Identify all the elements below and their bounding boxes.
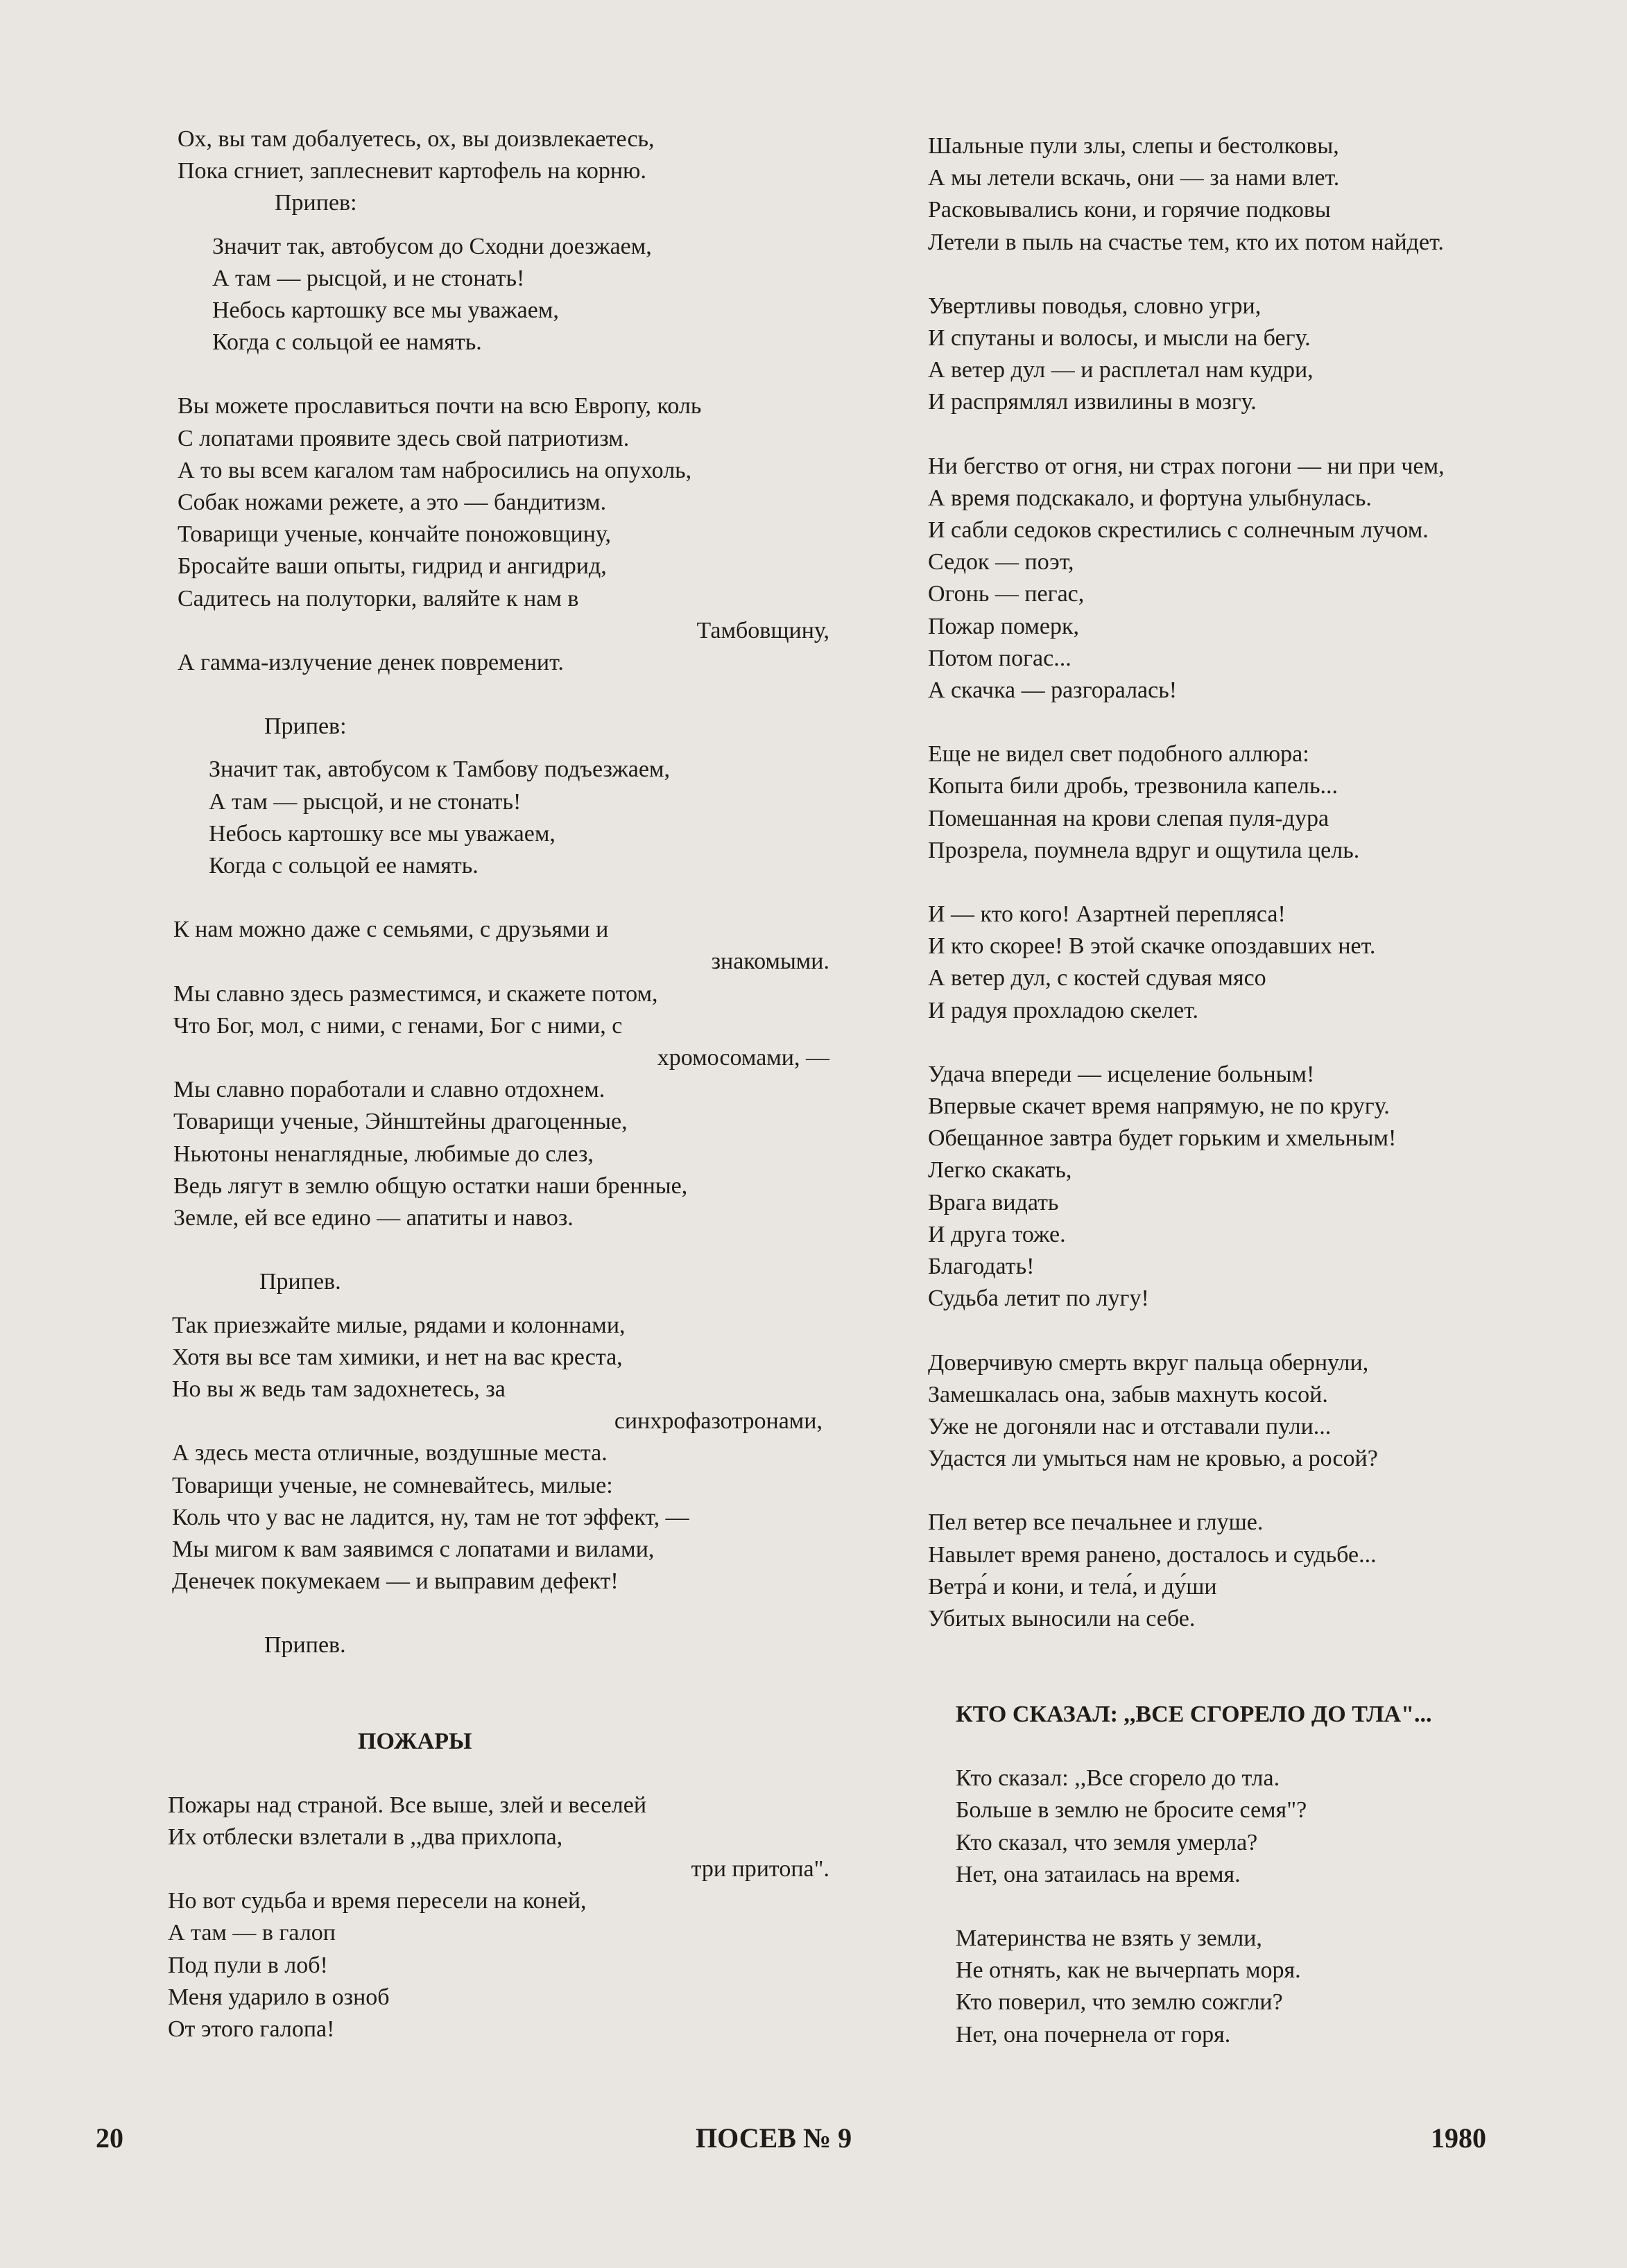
poem-line: И кто скорее! В этой скачке опоздавших нет. [928, 933, 1376, 960]
poem-line-wrap: хромосомами, — [657, 1045, 829, 1071]
stanza [928, 1507, 1587, 1635]
poem-line: Земле, ей все едино — апатиты и навоз. [173, 1205, 574, 1231]
poem-line: Ньютоны ненаглядные, любимые до слез, [173, 1141, 594, 1167]
stanza [928, 130, 1587, 259]
chorus-label: Припев. [259, 1269, 341, 1295]
poem-line: Благодать! [928, 1254, 1035, 1280]
poem-line: Мы мигом к вам заявимся с лопатами и вилами, [172, 1536, 655, 1562]
stanza [928, 1347, 1587, 1475]
poem-line: И спутаны и волосы, и мысли на бегу. [928, 325, 1311, 352]
poem-line: Прозрела, поумнела вдруг и ощутила цель. [928, 837, 1360, 863]
poem-line: А то вы всем кагалом там набросились на опухоль, [178, 457, 692, 483]
poem-line: А гамма-излучение денек повременит. [178, 650, 564, 676]
poem-line: С лопатами проявите здесь свой патриотизм. [178, 425, 630, 451]
poem-line: Товарищи ученые, Эйнштейны драгоценные, [173, 1109, 628, 1135]
poem-line: Ведь лягут в землю общую остатки наши бренные, [173, 1172, 688, 1199]
poem-line: К нам можно даже с семьями, с друзьями и [173, 917, 609, 943]
poem-line: Но вы ж ведь там задохнетесь, за [172, 1376, 506, 1402]
stanza [928, 1923, 1587, 2051]
poem-line: Товарищи ученые, не сомневайтесь, милые: [172, 1472, 613, 1498]
poem-line: А там — в галоп [168, 1920, 336, 1946]
publication-year: 1980 [1431, 2122, 1486, 2154]
poem-line: Материнства не взять у земли, [956, 1925, 1262, 1951]
page-number: 20 [96, 2122, 123, 2154]
poem-line: Значит так, автобусом к Тамбову подъезжаем, [209, 756, 671, 783]
poem-line: Денечек покумекаем — и выправим дефект! [172, 1568, 619, 1595]
stanza [172, 1310, 871, 1598]
poem-line: Потом погас... [928, 645, 1071, 671]
poem-line: Вы можете прославиться почти на всю Европу, коль [178, 393, 702, 419]
poem-line: А мы летели вскачь, они — за нами влет. [928, 165, 1340, 191]
poem-line: Не отнять, как не вычерпать моря. [956, 1957, 1301, 1984]
poem-line: Шальные пули злы, слепы и бестолковы, [928, 133, 1339, 159]
poem-line: Уже не догоняли нас и отставали пули... [928, 1413, 1332, 1439]
poem-line: Меня ударило в озноб [168, 1984, 390, 2010]
poem-line: И — кто кого! Азартней перепляса! [928, 901, 1286, 928]
poem-line: Значит так, автобусом до Сходни доезжаем, [212, 233, 652, 259]
poem-line: А там — рысцой, и не стонать! [209, 788, 522, 815]
poem-line: Собак ножами режете, а это — бандитизм. [178, 490, 607, 516]
stanza [168, 1790, 871, 2046]
poem-line: Удастся ли умыться нам не кровью, а росой? [928, 1446, 1378, 1472]
poem-line: Помешанная на крови слепая пуля-дура [928, 805, 1329, 831]
poem-line: Кто сказал, что земля умерла? [956, 1829, 1258, 1855]
poem-line: И сабли седоков скрестились с солнечным лучом. [928, 517, 1429, 544]
poem-line: Навылет время ранено, досталось и судьбе... [928, 1541, 1377, 1568]
poem-line: Пожары над страной. Все выше, злей и веселей [168, 1792, 647, 1818]
poem-line-wrap: знакомыми. [711, 949, 829, 975]
poem-line: Небось картошку все мы уважаем, [209, 820, 556, 847]
stanza [173, 914, 871, 1234]
poem-line: Когда с сольцой ее намять. [212, 329, 482, 356]
poem-line: И радуя прохладою скелет. [928, 997, 1199, 1023]
magazine-issue: ПОСЕВ № 9 [696, 2122, 852, 2154]
stanza [928, 1059, 1587, 1315]
poem-line: Летели в пыль на счастье тем, кто их потом найдет. [928, 229, 1444, 255]
stanza [928, 451, 1587, 707]
stanza [928, 291, 1587, 419]
poem-line: А ветер дул — и расплетал нам кудри, [928, 357, 1314, 383]
poem-line: А скачка — разгоралась! [928, 677, 1178, 704]
poem-line: Мы славно здесь разместимся, и скажете потом, [173, 980, 658, 1007]
poem-line: Пока сгниет, заплесневит картофель на корню. [178, 158, 646, 184]
poem-line: Огонь — пегас, [928, 581, 1085, 607]
poem-line: А время подскакало, и фортуна улыбнулась. [928, 485, 1372, 511]
poem-line: Когда с сольцой ее намять. [209, 853, 479, 879]
poem-line: А ветер дул, с костей сдувая мясо [928, 965, 1266, 992]
poem-line: Нет, она затаилась на время. [956, 1861, 1241, 1887]
poem-line: Замешкалась она, забыв махнуть косой. [928, 1381, 1328, 1408]
poem-line: Коль что у вас не ладится, ну, там не тот эффект, — [172, 1504, 689, 1530]
intro-lines [178, 123, 871, 187]
stanza [928, 899, 1587, 1027]
poem-line: От этого галопа! [168, 2016, 335, 2042]
poem-line: Их отблески взлетали в ,,два прихлопа, [168, 1824, 563, 1850]
stanza [928, 738, 1587, 867]
poem-line: Пожар померк, [928, 613, 1079, 639]
poem-line: Товарищи ученые, кончайте поножовщину, [178, 521, 612, 548]
poem-line: Доверчивую смерть вкруг пальца обернули, [928, 1349, 1369, 1376]
poem-line: Еще не видел свет подобного аллюра: [928, 741, 1309, 768]
poem-line-wrap: три притопа". [691, 1855, 829, 1882]
right-column [928, 130, 1587, 2051]
poem-line: А здесь места отличные, воздушные места. [172, 1440, 608, 1466]
poem-line: Убитых выносили на себе. [928, 1605, 1196, 1631]
poem-line: Увертливы поводья, словно угри, [928, 293, 1262, 319]
poem-line: Врага видать [928, 1189, 1059, 1215]
poem-line-wrap: синхрофазотронами, [614, 1408, 823, 1435]
poem-line: Но вот судьба и время пересели на коней, [168, 1888, 587, 1914]
poem-line: И распрямлял извилины в мозгу. [928, 389, 1257, 415]
poem-line: Больше в землю не бросите семя"? [956, 1797, 1307, 1824]
left-column [168, 123, 871, 2045]
chorus-block [178, 231, 871, 359]
poem-line: Что Бог, мол, с ними, с генами, Бог с ними, с [173, 1012, 623, 1039]
chorus-block [178, 754, 871, 882]
poem-line: Впервые скачет время напрямую, не по кругу. [928, 1093, 1390, 1120]
poem-line: Мы славно поработали и славно отдохнем. [173, 1077, 605, 1103]
poem-line: Кто поверил, что землю сожгли? [956, 1989, 1283, 2016]
stanza [928, 1763, 1587, 1891]
poem-line: Расковывались кони, и горячие подковы [928, 197, 1331, 223]
poem-line: Судьба летит по лугу! [928, 1286, 1149, 1312]
poem-line: Бросайте ваши опыты, гидрид и ангидрид, [178, 553, 607, 580]
poem-line: Садитесь на полуторки, валяйте к нам в [178, 585, 579, 612]
stanza [178, 390, 871, 679]
poem-line: Копыта били дробь, трезвонила капель... [928, 773, 1338, 799]
chorus-label: Припев: [264, 713, 347, 740]
poem-line: Ни бегство от огня, ни страх погони — ни при чем, [928, 453, 1445, 479]
poem-line: Легко скакать, [928, 1157, 1072, 1184]
poem-line: И друга тоже. [928, 1221, 1066, 1247]
chorus-label: Припев: [275, 190, 357, 216]
poem-line-wrap: Тамбовщину, [696, 617, 829, 643]
poem-line: Обещанное завтра будет горьким и хмельным! [928, 1125, 1397, 1152]
poem-line: Пел ветер все печальнее и глуше. [928, 1509, 1264, 1536]
poem-line: Кто сказал: ,,Все сгорело до тла. [956, 1765, 1280, 1792]
poem-line: Так приезжайте милые, рядами и колоннами, [172, 1312, 626, 1338]
poem-line: Под пули в лоб! [168, 1952, 328, 1978]
chorus-label: Припев. [264, 1632, 346, 1659]
poem-line: Хотя вы все там химики, и нет на вас креста, [172, 1344, 623, 1370]
poem-line: Нет, она почернела от горя. [956, 2021, 1231, 2048]
poem-line: Ох, вы там добалуетесь, ох, вы доизвлекаетесь, [178, 126, 655, 152]
poem-line: А там — рысцой, и не стонать! [212, 265, 525, 291]
poem-line: Небось картошку все мы уважаем, [212, 297, 559, 324]
poem-line: Ветра́ и кони, и тела́, и ду́ши [928, 1573, 1217, 1600]
poem-line: Удача впереди — исцеление больным! [928, 1061, 1315, 1087]
poem-title: ПОЖАРЫ [358, 1728, 472, 1754]
poem-title: КТО СКАЗАЛ: ,,ВСЕ СГОРЕЛО ДО ТЛА"... [956, 1702, 1432, 1728]
poem-line: Седок — поэт, [928, 549, 1074, 575]
